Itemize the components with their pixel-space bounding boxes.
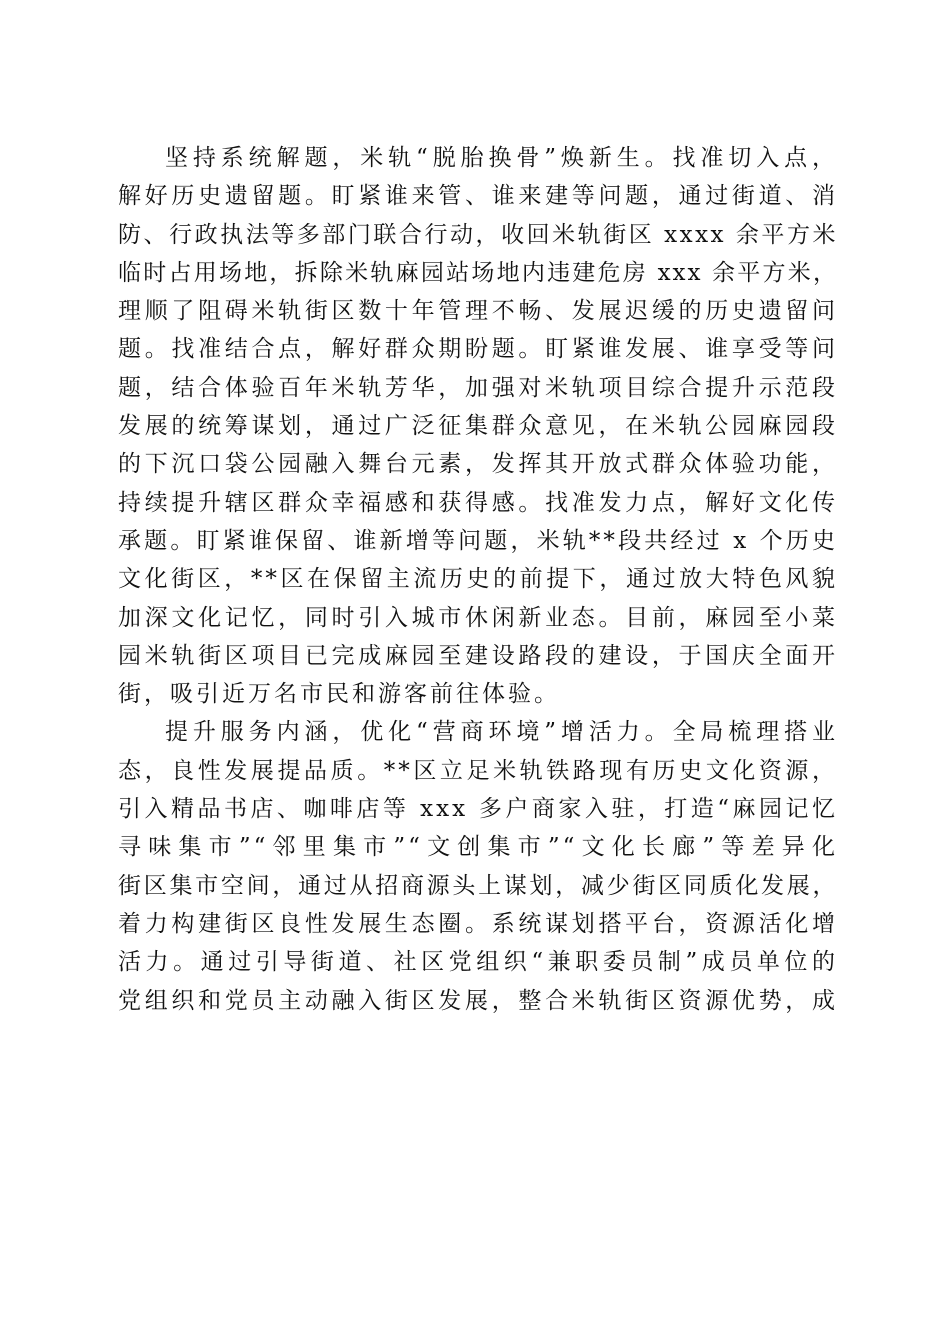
text-line: 解好历史遗留题。盯紧谁来管、谁来建等问题，通过街道、消 xyxy=(118,183,838,210)
text-line: 活力。通过引导街道、社区党组织“兼职委员制”成员单位的 xyxy=(118,949,838,976)
paragraph-1 xyxy=(118,139,838,713)
text-line: 发展的统筹谋划，通过广泛征集群众意见，在米轨公园麻园段 xyxy=(118,413,838,440)
text-line: 提升服务内涵，优化“营商环境”增活力。全局梳理搭业 xyxy=(165,719,838,746)
text-line: 党组织和党员主动融入街区发展，整合米轨街区资源优势，成 xyxy=(118,987,838,1014)
text-line: 园米轨街区项目已完成麻园至建设路段的建设，于国庆全面开 xyxy=(118,642,838,669)
text-line: 持续提升辖区群众幸福感和获得感。找准发力点，解好文化传 xyxy=(118,489,838,516)
text-line: 着力构建街区良性发展生态圈。系统谋划搭平台，资源活化增 xyxy=(118,910,838,937)
text-line: 寻味集市”“邻里集市”“文创集市”“文化长廊”等差异化 xyxy=(118,834,838,861)
text-line: 防、行政执法等多部门联合行动，收回米轨街区 xxxx 余平方米 xyxy=(118,221,838,248)
text-line: 承题。盯紧谁保留、谁新增等问题，米轨**段共经过 x 个历史 xyxy=(118,527,838,554)
text-line: 街区集市空间，通过从招商源头上谋划，减少街区同质化发展， xyxy=(118,872,838,899)
document-body xyxy=(118,139,838,1020)
text-line: 题，结合体验百年米轨芳华，加强对米轨项目综合提升示范段 xyxy=(118,374,838,401)
text-line: 题。找准结合点，解好群众期盼题。盯紧谁发展、谁享受等问 xyxy=(118,336,838,363)
text-line: 街，吸引近万名市民和游客前往体验。 xyxy=(118,681,560,708)
paragraph-2 xyxy=(118,713,838,1019)
text-line: 加深文化记忆，同时引入城市休闲新业态。目前，麻园至小菜 xyxy=(118,604,838,631)
text-line: 的下沉口袋公园融入舞台元素，发挥其开放式群众体验功能， xyxy=(118,451,838,478)
text-line: 临时占用场地，拆除米轨麻园站场地内违建危房 xxx 余平方米， xyxy=(118,259,838,286)
text-line: 态，良性发展提品质。**区立足米轨铁路现有历史文化资源， xyxy=(118,757,838,784)
text-line: 文化街区，**区在保留主流历史的前提下，通过放大特色风貌 xyxy=(118,566,838,593)
text-line: 理顺了阻碍米轨街区数十年管理不畅、发展迟缓的历史遗留问 xyxy=(118,298,838,325)
text-line: 引入精品书店、咖啡店等 xxx 多户商家入驻，打造“麻园记忆 xyxy=(118,796,838,823)
text-line: 坚持系统解题，米轨“脱胎换骨”焕新生。找准切入点， xyxy=(165,145,838,171)
